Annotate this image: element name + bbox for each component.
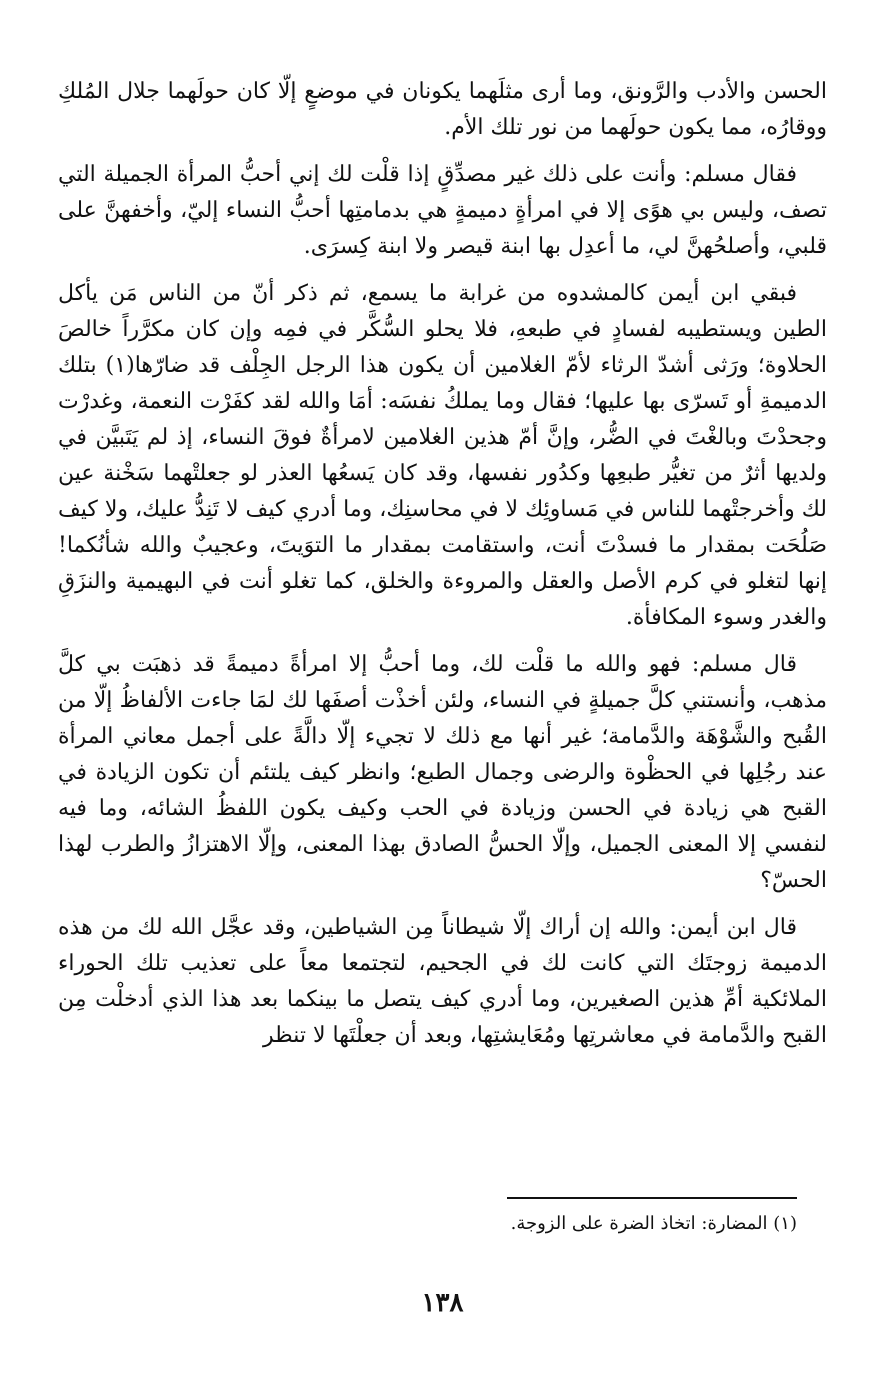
- paragraph-3: فبقي ابن أيمن كالمشدوه من غرابة ما يسمع، ثم ذكر أنّ من الناس مَن يأكل الطين ويستطيبه لفسادٍ في طبعهِ، فلا يحلو السُّكَّر في فمِه وإن كان مكرَّراً خالصَ الحلاوة؛ ورَثى أشدّ الرثاء لأمّ الغلامين أن يكون هذا الرجل الجِلْف قد ضارّها(١) بتلك الدميمةِ أو تَسرّى بها عليها؛ فقال وما يملكُ نفسَه: أمَا والله لقد كفَرْت النعمة، وغدرْت وجحدْتَ وبالغْتَ في الضُّر، وإنَّ أمّ هذين الغلامين لامرأةٌ فوقَ النساء، إذ لم يَتَبيَّن في ولديها أثرٌ من تغيُّر طبعِها وكدُور نفسها، وقد كان يَسعُها العذر لو جعلتْهما سَخْنة عين لك وأخرجتْهما للناس في مَساوئِك لا في محاسنِك، وما أدري كيف لا تَنِدُّ عليك، ولا كيف صَلُحَت بمقدار ما فسدْتَ أنت، واستقامت بمقدار ما التوَيتَ، وعجيبٌ والله شأنُكما! إنها لتغلو في كرم الأصل والعقل والمروءة والخلق، كما تغلو أنت في البهيمية والنزَقِ والغدر وسوء المكافأة.: [57, 281, 827, 630]
- footnote: (١) المضارة: اتخاذ الضرة على الزوجة.: [510, 1213, 797, 1234]
- paragraph-4: قال مسلم: فهو والله ما قلْت لك، وما أحبُّ إلا امرأةً دميمةً قد ذهبَت بي كلَّ مذهب، وأنستني كلَّ جميلةٍ في النساء، ولئن أخذْت أصفَها لك لمَا جاءت الألفاظُ إلّا من القُبح والشَّوْهَة والدَّمامة؛ غير أنها مع ذلك لا تجيء إلّا دالَّةً على أجمل معاني المرأة عند رجُلِها في الحظْوة والرضى وجمال الطبع؛ وانظر كيف يلتئم أن تكون الزيادة في القبح هي زيادة في الحسن وزيادة في الحب وكيف يكون اللفظُ الشائه، وما فيه لنفسي إلا المعنى الجميل، وإلّا الحسُّ الصادق بهذا المعنى، وإلّا الاهتزازُ والطرب لهذا الحسّ؟: [58, 652, 827, 893]
- body-text: [58, 74, 827, 1054]
- paragraph-1: الحسن والأدب والرَّونق، وما أرى مثلَهما يكونان في موضعٍ إلّا كان حولَهما جلال المُلكِ ووقارُه، مما يكون حولَهما من نور تلك الأم.: [58, 79, 827, 140]
- paragraph-5: قال ابن أيمن: والله إن أراك إلّا شيطاناً مِن الشياطين، وقد عجَّل الله لك من هذه الدميمة زوجتَك التي كانت لك في الجحيم، لتجتمعا معاً على تعذيب تلك الحوراء الملائكية أمِّ هذين الصغيرين، وما أدري كيف يتصل ما بينكما بعد هذا الذي أدخلْت مِن القبح والدَّمامة في معاشرتِها ومُعَايشتِها، وبعد أن جعلْتَها لا تنظر: [58, 915, 827, 1048]
- page-number: ١٣٨: [421, 1288, 464, 1318]
- paragraph-2: فقال مسلم: وأنت على ذلك غير مصدِّقٍ إذا قلْت لك إني أحبُّ المرأة الجميلة التي تصف، وليس بي هوًى إلا في امرأةٍ دميمةٍ هي بدمامتِها أحبُّ النساء إليّ، وأخفهنَّ على قلبي، وأصلحُهنَّ لي، ما أعدِل بها ابنة قيصر ولا ابنة كِسرَى.: [58, 162, 827, 259]
- footnote-divider: [507, 1197, 797, 1199]
